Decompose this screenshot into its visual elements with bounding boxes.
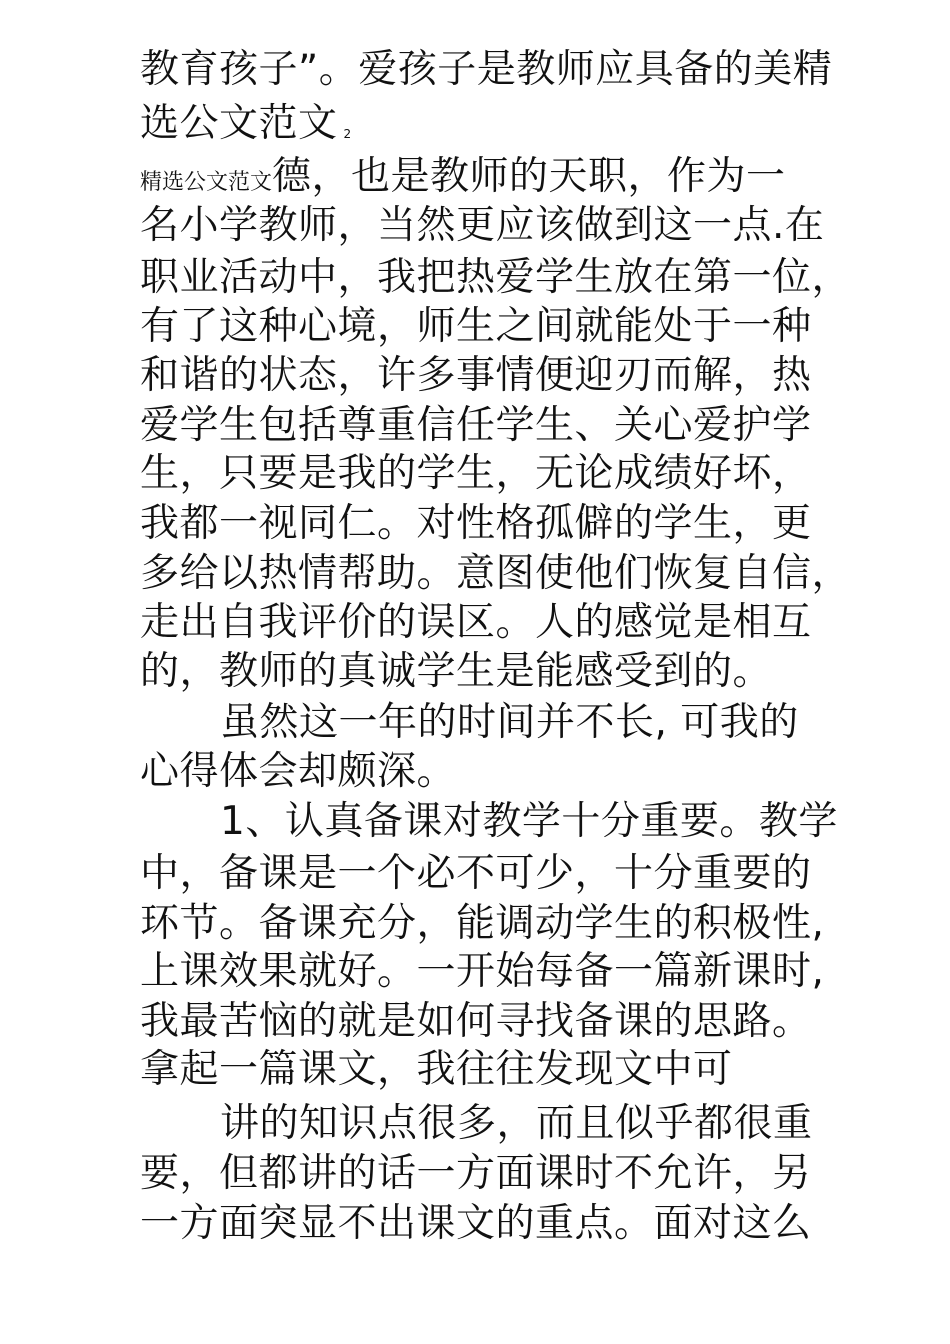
text-line: 的，教师的真诚学生是能感受到的。 — [140, 649, 773, 694]
text-line: 环节。备课充分，能调动学生的积极性, — [140, 901, 825, 946]
text-line: 和谐的状态，许多事情便迎刃而解，热 — [140, 353, 812, 398]
text-line: 上课效果就好。一开始每备一篇新课时, — [140, 949, 825, 994]
text-line: 中，备课是一个必不可少，十分重要的 — [140, 851, 812, 896]
text-line — [140, 153, 786, 201]
text-line: 我最苦恼的就是如何寻找备课的思路。 — [140, 999, 812, 1044]
text-line: 职业活动中，我把热爱学生放在第一位， — [140, 255, 852, 300]
text-line: 生，只要是我的学生，无论成绩好坏， — [140, 451, 812, 496]
text-line — [140, 100, 352, 148]
text-line: 心得体会却颇深。 — [140, 749, 457, 794]
text-line: 一方面突显不出课文的重点。面对这么 — [140, 1201, 812, 1246]
text-line: 讲的知识点很多，而且似乎都很重 — [220, 1101, 813, 1146]
header-text: 精选公文范文 — [140, 170, 273, 195]
text-line: 教育孩子”。爱孩子是教师应具备的美精 — [140, 47, 833, 92]
text-line: 我都一视同仁。对性格孤僻的学生，更 — [140, 501, 812, 546]
header-text: 选公文范文 — [140, 101, 338, 146]
text-line: 名小学教师，当然更应该做到这一点.在 — [140, 203, 825, 248]
text-line: 有了这种心境，师生之间就能处于一种 — [140, 304, 812, 349]
text-line: 拿起一篇课文，我往往发现文中可 — [140, 1047, 733, 1092]
text-line: 多给以热情帮助。意图使他们恢复自信， — [140, 551, 852, 596]
body-text: 德，也是教师的天职，作为一 — [272, 154, 786, 199]
page-number: 2 — [343, 127, 352, 141]
text-line: 虽然这一年的时间并不长, 可我的 — [220, 700, 799, 745]
text-line: 要，但都讲的话一方面课时不允许，另 — [140, 1151, 812, 1196]
text-line: 走出自我评价的误区。人的感觉是相互 — [140, 600, 812, 645]
text-line: 爱学生包括尊重信任学生、关心爱护学 — [140, 403, 812, 448]
text-line: 1、认真备课对教学十分重要。教学 — [220, 799, 838, 844]
